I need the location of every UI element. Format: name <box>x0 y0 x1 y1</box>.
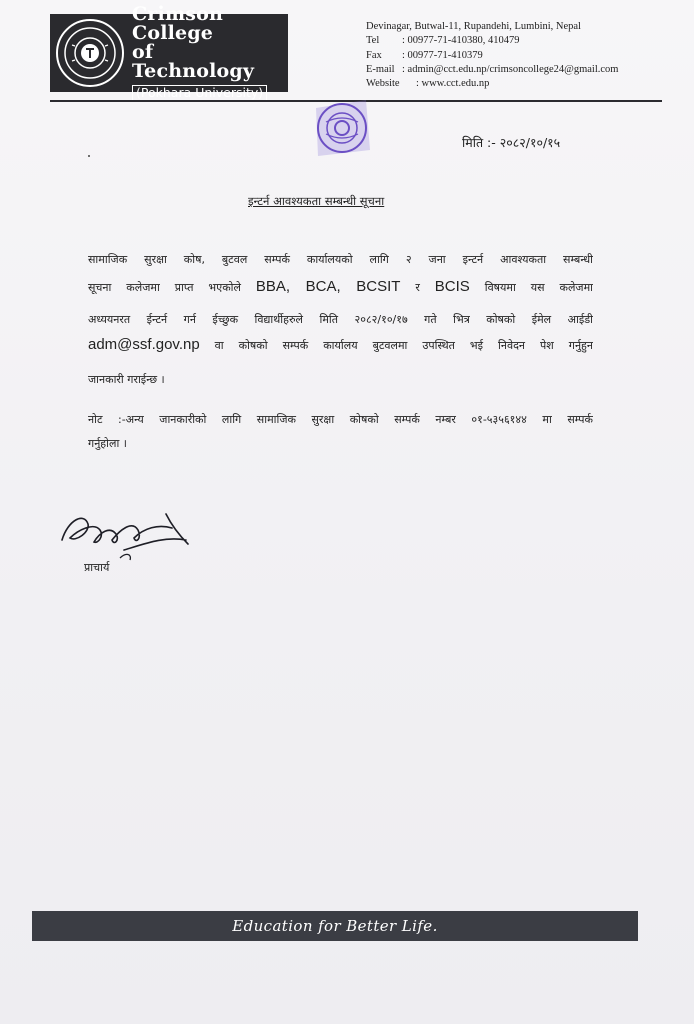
contact-info <box>366 20 686 91</box>
notice-line-2-b: विषयमा यस कलेजमा <box>484 281 593 294</box>
notice-date: मिति :- २०८२/१०/१५ <box>462 135 561 150</box>
college-name-line2: of Technology <box>132 40 255 82</box>
signer-title: प्राचार्य <box>84 561 110 574</box>
footer-tagline: Education for Better Life. <box>232 917 438 935</box>
address-text: Devinagar, Butwal-11, Rupandehi, Lumbini, Nepal <box>366 21 581 32</box>
notice-line-4-b: वा कोषको सम्पर्क कार्यालय बुटवलमा उपस्थित भई निवेदन पेश गर्नुहुन <box>214 339 593 352</box>
tel-value: : 00977-71-410380, 410479 <box>402 35 520 47</box>
paper-speck <box>88 155 90 157</box>
email-ssf[interactable]: adm@ssf.gov.np <box>88 336 200 353</box>
college-name-line1: Crimson College <box>132 2 224 44</box>
notice-line-4 <box>88 336 593 353</box>
email-label: E-mail <box>366 63 395 75</box>
notice-line-5: जानकारी गराईन्छ । <box>88 373 165 386</box>
university-name: (Pokhara University) <box>132 85 267 102</box>
website-value[interactable]: : www.cct.edu.np <box>416 78 490 90</box>
notice-conj: र <box>415 281 420 294</box>
notice-line-1: सामाजिक सुरक्षा कोष, बुटवल सम्पर्क कार्यालयको लागि २ जना इन्टर्न आवश्यकता सम्बन्धी <box>88 253 593 266</box>
fax-label: Fax <box>366 49 382 61</box>
tel-label: Tel <box>366 35 380 47</box>
notice-line-2 <box>88 278 593 295</box>
website-label: Website <box>366 78 400 90</box>
fax-value: : 00977-71-410379 <box>402 49 483 61</box>
principal-signature-icon <box>54 500 204 562</box>
footer-band <box>32 911 638 941</box>
college-seal-icon <box>56 19 124 87</box>
note-line-1: नोट :-अन्य जानकारीको लागि सामाजिक सुरक्षा कोषको सम्पर्क नम्बर ०१-५३५६१४४ मा सम्पर्क <box>88 413 593 426</box>
notice-line-3: अध्ययनरत ईन्टर्न गर्न ईच्छुक विद्यार्थीहरुले मिति २०८२/१०/१७ गते भित्र कोषको ईमेल आईडी <box>88 313 593 326</box>
program-bcis: BCIS <box>434 278 470 295</box>
program-list: BBA, BCA, BCSIT <box>255 278 401 295</box>
note-line-2: गर्नुहोला । <box>88 437 127 450</box>
college-logo-block <box>50 2 288 100</box>
notice-line-2-a: सूचना कलेजमा प्राप्त भएकोले <box>88 281 241 294</box>
notice-subject: इन्टर्न आवश्यकता सम्बन्धी सूचना <box>248 194 385 208</box>
college-stamp-icon <box>308 94 374 160</box>
email-value[interactable]: : admin@cct.edu.np/crimsoncollege24@gmail.com <box>402 63 619 75</box>
